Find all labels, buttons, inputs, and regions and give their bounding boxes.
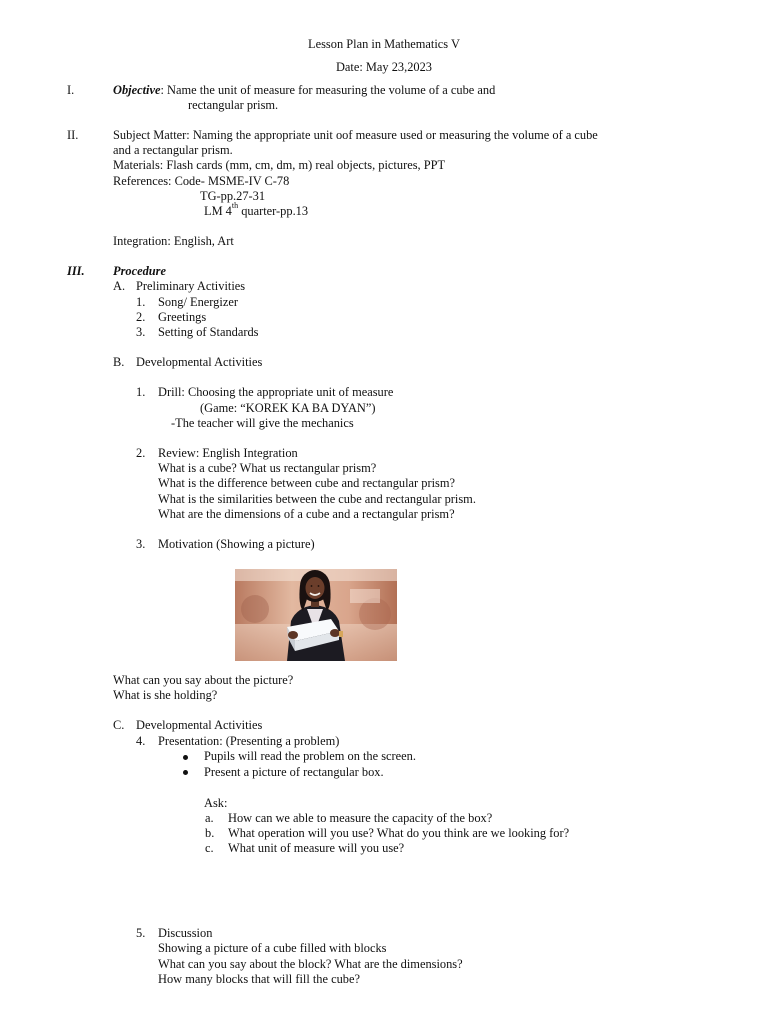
discussion-line: Showing a picture of a cube filled with blocks <box>158 941 387 955</box>
drill-note: -The teacher will give the mechanics <box>171 416 354 430</box>
references: References: Code- MSME-IV C-78 <box>113 174 290 188</box>
letter-b: B. <box>113 355 125 369</box>
subject-matter-line-1: Subject Matter: Naming the appropriate unit oof measure used or measuring the volume of a cube <box>113 128 598 142</box>
objective-label: Objective <box>113 83 161 97</box>
list-number: 1. <box>136 295 146 309</box>
picture-question: What is she holding? <box>113 688 218 702</box>
reference-tg: TG-pp.27-31 <box>200 189 266 203</box>
objective-line-2: rectangular prism. <box>188 98 279 112</box>
list-number: 3. <box>136 325 146 339</box>
bullet-item: Present a picture of rectangular box. <box>204 765 384 779</box>
ask-label: Ask: <box>204 796 228 810</box>
list-number: 1. <box>136 385 146 399</box>
materials: Materials: Flash cards (mm, cm, dm, m) real objects, pictures, PPT <box>113 158 446 172</box>
list-item: Setting of Standards <box>158 325 259 339</box>
procedure-label: Procedure <box>113 264 166 278</box>
drill-game: (Game: “KOREK KA BA DYAN”) <box>200 401 376 415</box>
letter-a: A. <box>113 279 126 293</box>
ask-item: How can we able to measure the capacity of the box? <box>228 811 493 825</box>
review-question: What are the dimensions of a cube and a rectangular prism? <box>158 507 455 521</box>
list-number: 5. <box>136 926 146 940</box>
preliminary-activities-title: Preliminary Activities <box>136 279 246 293</box>
bullet-icon <box>183 755 188 760</box>
ask-item: What unit of measure will you use? <box>228 841 405 855</box>
list-number: 4. <box>136 734 146 748</box>
integration: Integration: English, Art <box>113 234 234 248</box>
ask-letter: a. <box>205 811 214 825</box>
list-number: 2. <box>136 310 146 324</box>
ask-letter: b. <box>205 826 215 840</box>
presentation-text: Presentation: (Presenting a problem) <box>158 734 340 748</box>
reference-lm-superscript: th <box>231 201 239 210</box>
discussion-line: How many blocks that will fill the cube? <box>158 972 360 986</box>
bullet-icon <box>183 770 188 775</box>
reference-lm <box>204 201 309 219</box>
section-number-i: I. <box>67 83 75 97</box>
review-question: What is the difference between cube and rectangular prism? <box>158 476 456 490</box>
ask-letter: c. <box>205 841 214 855</box>
motivation-text: Motivation (Showing a picture) <box>158 537 315 551</box>
picture-question: What can you say about the picture? <box>113 673 294 687</box>
section-number-iii: III. <box>67 264 85 278</box>
document-date: Date: May 23,2023 <box>335 60 432 74</box>
objective-line-1 <box>113 83 495 98</box>
developmental-activities-title-c: Developmental Activities <box>136 718 263 732</box>
discussion-text: Discussion <box>158 926 213 940</box>
review-question: What is the similarities between the cube and rectangular prism. <box>158 492 476 506</box>
reference-lm-text: LM 4 <box>204 204 232 218</box>
review-question: What is a cube? What us rectangular prism? <box>158 461 377 475</box>
review-text: Review: English Integration <box>158 446 298 460</box>
bullet-item: Pupils will read the problem on the screen. <box>204 749 416 763</box>
motivation-picture <box>235 569 397 661</box>
list-item: Greetings <box>158 310 207 324</box>
list-number: 3. <box>136 537 146 551</box>
ask-item: What operation will you use? What do you think are we looking for? <box>228 826 570 840</box>
objective-text: : Name the unit of measure for measuring the volume of a cube and <box>160 83 496 97</box>
reference-lm-quarter: quarter-pp.13 <box>238 204 309 218</box>
document-title: Lesson Plan in Mathematics V <box>308 37 460 51</box>
drill-text: Drill: Choosing the appropriate unit of measure <box>158 385 394 399</box>
developmental-activities-title-b: Developmental Activities <box>136 355 263 369</box>
subject-matter-line-2: and a rectangular prism. <box>113 143 233 157</box>
section-number-ii: II. <box>67 128 79 142</box>
letter-c: C. <box>113 718 125 732</box>
discussion-line: What can you say about the block? What are the dimensions? <box>158 957 463 971</box>
list-number: 2. <box>136 446 146 460</box>
list-item: Song/ Energizer <box>158 295 238 309</box>
